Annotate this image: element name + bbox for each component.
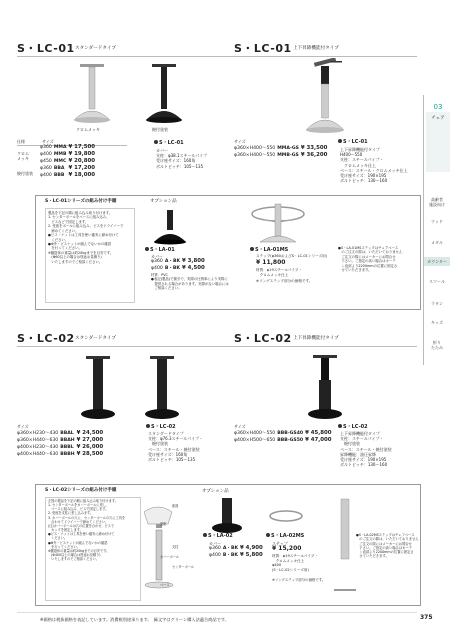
price-row-code: BBB [53,173,65,178]
price-row-code: A・BK [164,259,181,264]
price-row-size: φ360 [151,259,163,264]
price-row [209,552,265,559]
price-row [40,151,97,158]
instruction-line-2: ベースに組み込み、ビスで固定します。 [48,507,109,512]
price-row [234,437,334,444]
price-row [40,165,97,172]
desc-line-1: 支柱：スチールパイプ・ [340,436,384,442]
price-row-price: ¥ 33,500 [300,145,328,151]
s1-right-desc-name: S・LC-01 [338,139,368,146]
instruction-line-2: ビスなどで固定します。 [48,219,89,224]
note-line-4: ン直部より2200mmの位置に固定さ [356,550,414,555]
price-row-size: φ360 [40,145,52,150]
price-row [40,158,97,165]
desc-line-3: ベース：スチール・焼付塗装 [148,446,200,452]
instruction-line-10: (Φ60以上の場合は別途お見積り) [48,255,102,260]
price-row-code: MMB [53,152,67,157]
price-row-size: φ360×H400～550 [234,146,276,151]
s2-right-price-table [234,430,334,444]
instruction-line-7: ●Φ外・ビスナットが緩んでないかの確認 [48,241,112,246]
price-row-price: ¥ 24,500 [76,430,104,436]
s1-right-size-head: サイズ [234,139,246,144]
price-row-price: ¥ 4,900 [240,545,263,551]
sidebar-item[interactable]: 折り たたみ [431,340,443,350]
instruction-line-1: 1. センターボールをカバーボールに差し、 [48,503,110,508]
desc-line-4: 昇降機能：油圧昇降 [340,451,376,457]
price-row-code: BBA [53,166,65,171]
price-row [17,437,105,444]
instruction-line-6: ください。 [48,237,69,242]
price-row [234,152,329,159]
instruction-line-5: ●ビス・ナットは工具を使い確実に締め付けて [48,233,119,238]
price-row-price: ¥ 27,000 [76,437,104,443]
instruction-line-11: を行ってください。 [48,544,80,549]
price-row-code: MMC [53,159,67,164]
desc-line-0: カバー [156,148,168,153]
s1-left-subtitle: スタンダードタイプ [75,46,116,51]
s2-left-title: S・LC-02 [17,332,75,345]
slc02-gas-lift-image [305,352,345,422]
diagram-label: ベース [160,583,170,587]
desc-line-3: ボルトピッチ：105～135 [156,163,204,169]
s2-size-head: サイズ [17,424,29,429]
note-line-5: せていただきます。 [356,554,389,559]
opt1-sub: カバー [151,254,163,259]
note-line-2: 提供される場合があります。実際がない場合には [151,281,229,286]
sidebar-item[interactable]: メタル [431,240,443,245]
s2-desc-lines [148,431,203,462]
price-row [209,545,265,552]
instruction-line-8: を行ってください。 [48,246,82,251]
instruction-line-14: いたしますのでご相談ください。 [48,557,99,562]
price-row-code: A・BK [222,546,239,551]
diagram-label: センターボール [172,565,195,569]
box2-opt2-lines [272,554,318,573]
s2-right-desc-name: S・LC-02 [338,424,368,431]
desc-line-5: ボルトピッチ：105～135 [148,456,196,462]
note-line-1: のご注文の際は、いただいておりません [338,250,403,255]
note-line-3: ご相談ください。 [151,286,182,291]
desc-line-1: H400～550 [340,152,363,158]
box2-right-note [356,533,419,559]
price-row-code: B・BK [164,266,180,271]
step-ring-02-image [268,502,304,534]
price-row-code: MMA-GS [277,146,299,151]
instruction-line-5: 合わせてドライバーで締めてください。 [48,519,109,524]
diagram-label: 支柱 [172,545,179,549]
s2-right-size-head: サイズ [234,424,246,429]
price-row-size: φ360×H230～430 [17,431,59,436]
box2-opt1-sub: カバー [209,541,221,546]
price-row [151,265,207,272]
price-row [40,144,97,151]
footer-rule [17,612,417,613]
sidebar-item[interactable]: ウッド [431,219,443,224]
price-row-size: φ400×H500～650 [234,438,276,443]
group-black: 焼付塗装 [17,171,33,176]
instruction-line-8: ●ビス・ナットは工具を使い確実に締め付けて [48,532,115,537]
spec-line-3: (S・LC-02シリーズ用) [272,568,309,573]
spec-line-2: φ400 [272,563,282,568]
page-number: 375 [420,614,433,621]
note-line-0: ●S・LA-02MSステップはチェアベース [356,533,415,537]
desc-line-2: 焼付塗装 [340,441,360,447]
price-row [17,451,105,458]
desc-line-4: ベース：スチール・クロムメッキ仕上 [340,167,408,173]
slc02-short-image [78,352,118,422]
opt2-line-1: 材質：φ19スチールパイプ・ [256,268,302,272]
caption-black: 焼付塗装 [152,127,168,132]
step-ring-image [248,200,308,244]
price-row [17,444,105,451]
opt1-price-table [151,258,207,272]
desc-line-2: 受け座サイズ：160角 [156,158,196,164]
price-row-price: ¥ 47,000 [305,437,332,443]
s2-price-table [17,430,105,458]
gas-lift-base-image [300,58,350,138]
s2-rule [17,346,417,347]
desc-line-6: ボルトピッチ：130～160 [340,462,388,468]
desc-line-2: 支柱：スチールパイプ・ [340,157,384,163]
note-line-0: 材質：PVC [151,273,168,277]
box2-opt2-note: ※リングステップ部分の価格です。 [272,578,326,582]
note-line-4: ン直部より2200mmの位置に固定さ [338,263,398,268]
opt1-note [151,273,229,291]
s1-price-table [40,144,97,179]
chapter-number: 03 [433,103,443,111]
s1-left-title: S・LC-01 [17,42,75,55]
price-row-code: BBAH [60,438,75,443]
instruction-line-7: カップを固定します。 [48,528,83,533]
diagram-label: 受座 [160,522,167,526]
price-row-size: φ360 [40,166,52,171]
price-row-size: φ400 [151,266,163,271]
box2-title: S・LC-02シリーズの組み付け手順 [45,488,117,493]
desc-line-1: 支柱：φ76.3スチールパイプ・ [148,436,203,442]
price-row [40,172,97,179]
price-row-price: ¥ 5,800 [240,552,263,558]
instruction-line-0: 左図の製品を下記の順に組み込み取り付けます。 [48,499,118,503]
spec-line-0: 材質：φ19スチールパイプ・ [272,554,318,558]
price-row-size: φ400×H440～630 [17,452,59,457]
note-line-1: ●表記(製品)で割引で、実際の比例率により実際に [151,277,228,282]
price-row-price: ¥ 17,500 [68,144,95,150]
opt2-line-0: ステップ(φ360およびS・LC-01シリーズ用) [256,254,328,258]
box1-option-label: オプション品 [150,199,177,204]
price-row [17,430,105,437]
instruction-line-3: 2. 受座をボールに組み込み、ビスをドライバーで [48,224,124,229]
price-row-size: φ400 [40,152,52,157]
desc-line-3: クロムメッキ仕上 [340,162,376,168]
s2-right-subtitle: 上下昇降機能付タイプ [293,336,339,341]
price-row-code: B・BK [222,553,238,558]
price-row-size: φ450 [40,159,52,164]
opt2-name: S・LA-01MS [250,247,288,254]
desc-line-5: 受け座サイズ：190×195 [340,456,387,462]
instruction-line-4: 締めてください。 [48,228,79,233]
box2-opt2-price: ¥ 15,200 [272,545,302,552]
price-row-price: ¥ 45,800 [305,430,332,436]
footer-note: ※価格は税抜価格を表記しています。消費税別途承ります。 緑文字はグリーン購入法適合商品です。 [40,617,229,622]
instruction-line-12: ※腰掛体の重量は約20kgまでの目安です。 [48,548,110,553]
opt2-price: ¥ 11,800 [256,259,286,266]
price-row-code: BBB-GS50 [277,438,304,443]
caption-chrome: クロムメッキ [76,127,100,132]
desc-line-6: ボルトピッチ：130～160 [340,178,388,184]
opt2-note: ※リングステップ部分の価格です。 [256,279,313,283]
instruction-line-3: 2. 受座を支柱に差し込みます。 [48,511,94,516]
s1-right-title: S・LC-01 [234,42,292,55]
chapter-label: チェア [426,112,450,172]
price-row-price: ¥ 3,800 [182,258,205,264]
price-row-price: ¥ 19,800 [68,151,95,157]
s1-right-subtitle: 上下昇降機能付タイプ [293,46,339,51]
instruction-line-9: ください。 [48,536,68,541]
note-line-0: ●S・LA-01MSステップはチェアベース [338,246,399,250]
price-row-code: MMA [53,145,67,150]
box2-lines [48,499,140,561]
instruction-line-10: ●Φ外・ビスナットが緩んでないかの確認 [48,540,108,545]
price-row-price: ¥ 17,200 [68,165,95,171]
desc-line-0: スタンダードタイプ [148,431,184,436]
desc-line-5: 受け座サイズ：190×195 [340,172,387,178]
price-row-price: ¥ 36,200 [300,152,328,158]
price-row-size: φ400×H230～430 [17,445,59,450]
note-line-3: 下さい。ご指定の高い場合はカーテ [356,545,413,550]
sidebar-item[interactable]: ラタン [431,301,443,306]
price-row-code: BBBL [60,445,74,450]
box2-option-label: オプション品 [202,489,229,494]
group-chrome: クロム メッキ [17,151,29,162]
box1-lines [48,211,134,264]
table-head-size: サイズ [42,139,54,144]
opt1-name: S・LA-01 [145,247,175,254]
price-row-size: φ360×H400～550 [234,153,276,158]
price-row-size: φ400 [40,173,52,178]
instruction-line-4: 3. カバーボールの穴に、センターボールの穴に工具を [48,515,126,520]
price-row-size: φ400 [209,553,221,558]
spec-line-1: クロムメッキ仕上 [272,558,305,563]
desc-line-0: 上下昇降機能付タイプ [340,431,380,436]
s1-right-price-table [234,145,329,159]
instruction-line-11: いたしますのでご相談ください。 [48,259,103,264]
diagram-label: 座面 [172,504,179,508]
price-row-price: ¥ 4,500 [182,265,205,271]
sidebar-item[interactable]: スツール [429,279,445,284]
sidebar-item[interactable]: 高齢者 施設向け [429,197,445,207]
price-row [234,145,329,152]
price-row-price: ¥ 18,000 [68,172,95,178]
price-row [151,258,207,265]
s2-left-subtitle: スタンダードタイプ [75,336,116,341]
price-row-code: BBAL [60,431,74,436]
desc-line-2: 焼付塗装 [148,441,168,447]
instruction-line-1: 1. センターボールをベースに組み込み、 [48,215,110,220]
desc-line-4: 受け座サイズ：160角 [148,451,188,457]
note-line-3: 下さい。ご指定の高い場合はカーテ [338,259,396,264]
box2-opt2-name: S・LA-02MS [266,533,304,540]
cover-02-image [210,496,244,536]
s2-right-title: S・LC-02 [234,332,292,345]
s1-right-desc-lines [340,147,408,183]
box1-right-note [338,246,402,273]
instruction-line-9: ※腰掛体の重量は約20kgまでを目安です。 [48,250,114,255]
s1-desc-name: S・LC-01 [154,140,184,147]
sidebar-item[interactable]: キッズ [431,320,443,325]
s2-right-desc-lines [340,431,392,467]
stool-base-chrome-image [70,62,114,126]
desc-line-3: ベース：スチール・焼付塗装 [340,446,392,452]
s2-desc-name: S・LC-02 [146,424,176,431]
instruction-line-13: (Φ400以上の場合は別途お見積り) [48,553,101,558]
table-head-spec: 仕様 [17,139,25,144]
note-line-2: ご注文の際にはメーカーにお問合せ [338,254,396,259]
price-row-size: φ360 [209,546,221,551]
price-row-size: φ360×H400～550 [234,431,276,436]
price-row-size: φ360×H440～630 [17,438,59,443]
price-row-price: ¥ 28,500 [76,451,104,457]
sidebar-item[interactable]: カウンター [424,257,450,266]
instruction-line-6: (注)カバーボールは穴の位置を合わせ、ビスで [48,523,115,528]
box2-opt1-price-table [209,545,265,559]
note-line-2: ご注文の際にはメーカーにお問合せ [356,541,412,546]
stool-base-black-image [142,62,186,126]
box1-title: S・LC-01シリーズの組み付け手順 [45,199,117,204]
price-row-price: ¥ 26,000 [76,444,104,450]
s1-rule [17,56,417,57]
price-row-price: ¥ 20,800 [68,158,95,164]
note-line-5: せていただきます。 [338,268,372,273]
s1-desc-lines [156,148,207,169]
note-line-1: のご注文の際は、いただいておりません [356,537,419,542]
price-row [234,430,334,437]
diagram-label: カバーボール [160,555,180,559]
price-row-code: BBB-GS40 [277,431,304,436]
desc-line-0: 上下昇降機能付タイプ [340,147,380,152]
instruction-line-0: 製品を下記の順に組み込み取り付けます。 [48,211,113,215]
price-row-code: MMB-GS [277,153,299,158]
price-row-code: BBBH [60,452,75,457]
opt2-line-2: クロムメッキ仕上 [256,273,289,277]
cover-image [152,208,188,246]
desc-line-1: 支柱：φ38.1スチールパイプ [156,153,207,159]
slc02-tall-image [142,352,182,422]
box2-opt1-name: S・LA-02 [203,533,233,540]
box2-opt2-sub: ステップ [272,541,288,546]
